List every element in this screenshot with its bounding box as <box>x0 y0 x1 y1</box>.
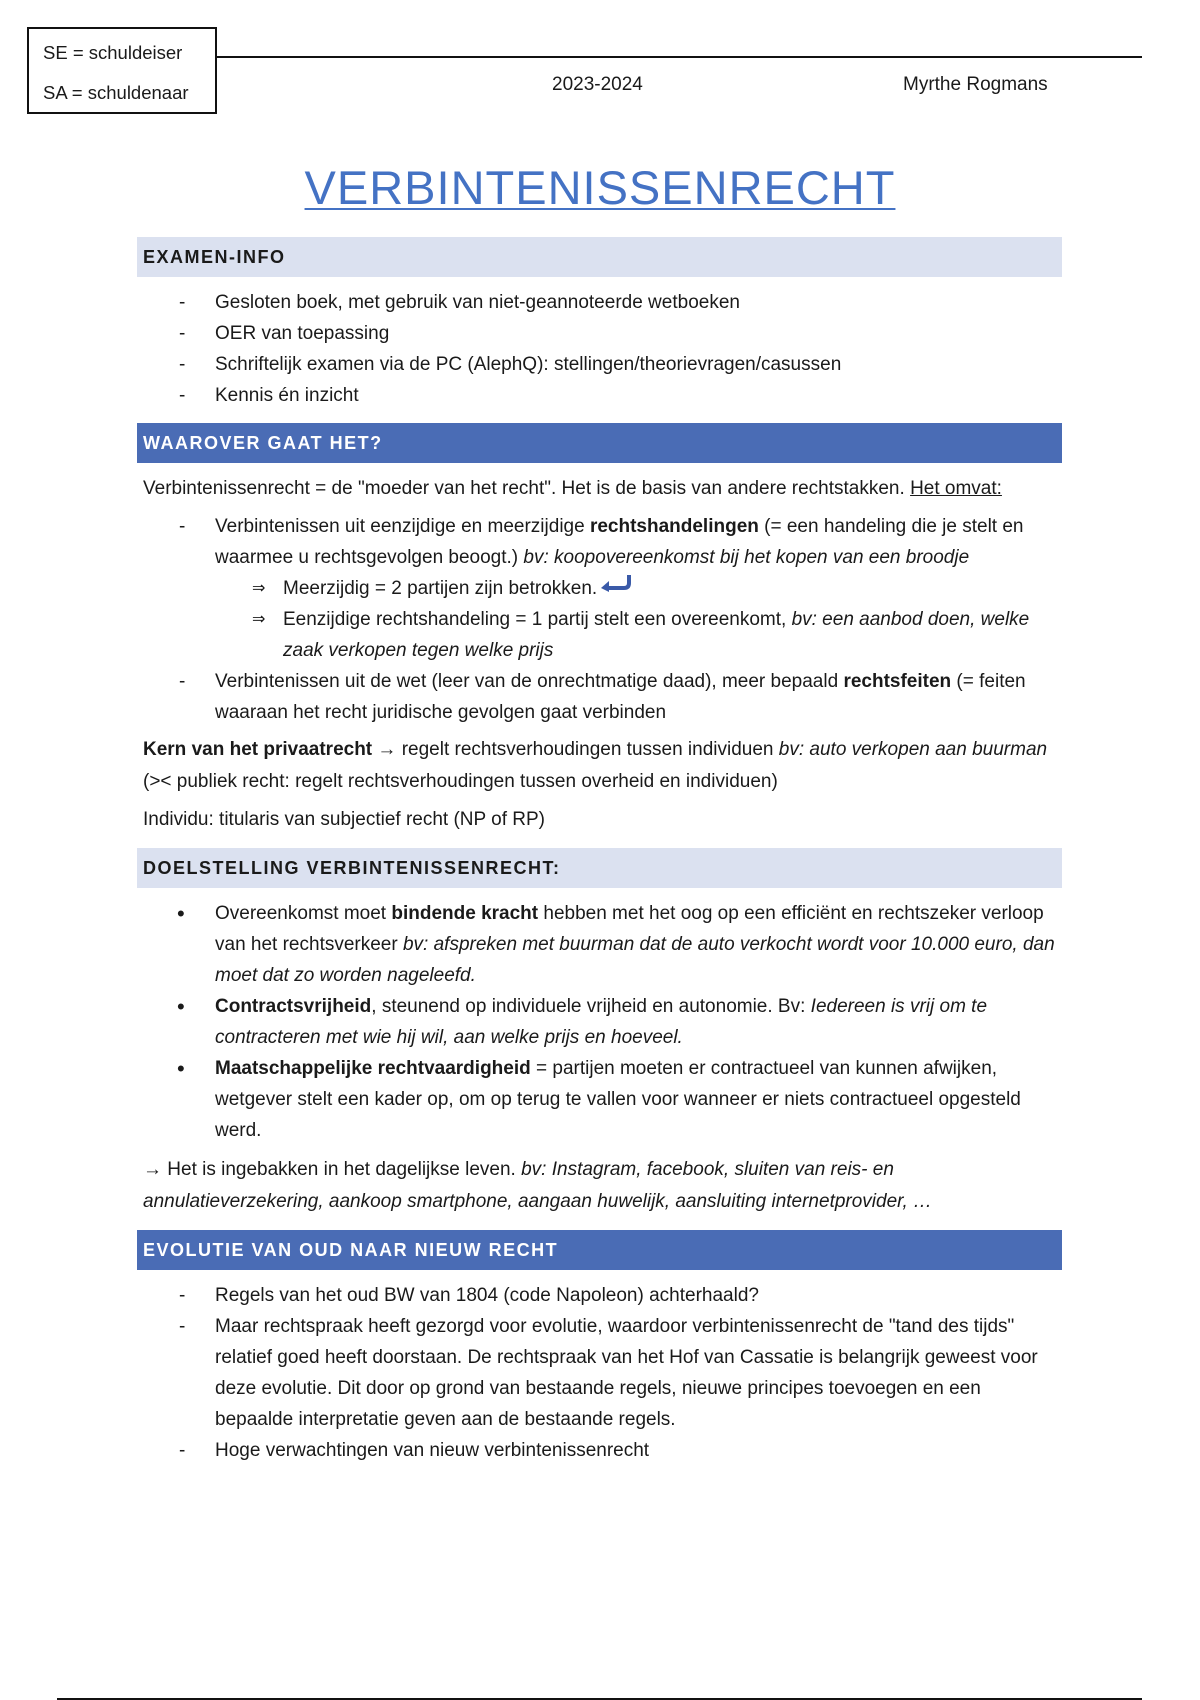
list-item: - Kennis én inzicht <box>137 380 1062 411</box>
bold-term: Contractsvrijheid <box>215 996 372 1017</box>
list-item <box>137 991 1062 1053</box>
header-author: Myrthe Rogmans <box>903 74 1048 95</box>
page-title-text: VERBINTENISSENRECHT <box>304 161 896 214</box>
page-title <box>0 160 1200 216</box>
bold-term: rechtsfeiten <box>843 671 952 692</box>
document-body <box>137 237 1062 1478</box>
text: = partijen moeten er contractueel van kunnen afwijken, wetgever stelt een kader op, om op terug te vallen voor wanneer er niets contractueel opgesteld werd. <box>215 1058 1021 1141</box>
bold-term: Maatschappelijke rechtvaardigheid <box>215 1058 531 1079</box>
intro-text: Verbintenissenrecht = de "moeder van het recht". Het is de basis van andere rechtstakken. <box>143 478 911 499</box>
text: → regelt rechtsverhoudingen tussen individuen <box>372 739 779 760</box>
return-arrow-icon <box>599 574 633 592</box>
text: Overeenkomst moet <box>215 903 392 924</box>
bold-term: Kern van het privaatrecht <box>143 739 373 760</box>
section-evolutie <box>137 1270 1062 1478</box>
text: , steunend op individuele vrijheid en autonomie. Bv: <box>371 996 811 1017</box>
bold-term: rechtshandelingen <box>589 516 759 537</box>
section-heading-examen-info: EXAMEN-INFO <box>137 237 1062 277</box>
abbreviation-legend-box <box>27 27 217 114</box>
text: (>< publiek recht: regelt rechtsverhoudingen tussen overheid en individuen) <box>143 771 778 792</box>
text: Verbintenissen uit de wet (leer van de onrechtmatige daad), meer bepaald <box>215 671 844 692</box>
header-year: 2023-2024 <box>552 74 643 95</box>
dagelijks-leven-paragraph <box>137 1154 1062 1218</box>
list-item: - OER van toepassing <box>137 318 1062 349</box>
intro-underlined: Het omvat: <box>910 478 1002 499</box>
example-text: bv: Instagram, facebook, sluiten van reis- en annulatieverzekering, aankoop smartphone, aangaan huwelijk, aansluiting internetprovider, … <box>143 1159 933 1212</box>
section-heading-waarover: WAAROVER GAAT HET? <box>137 423 1062 463</box>
example-text: bv: een aanbod doen, welke zaak verkopen tegen welke prijs <box>283 609 1030 661</box>
list-item: - Maar rechtspraak heeft gezorgd voor evolutie, waardoor verbintenissenrecht de "tand des tijds" relatief goed heeft doorstaan. De rechtspraak van het Hof van Cassatie is belangrijk geweest voor deze evolutie. Dit door op grond van bestaande regels, nieuwe principes toevoegen en een bepaalde interpretatie geven aan de bestaande regels. <box>137 1311 1062 1435</box>
list-item <box>137 666 1062 728</box>
list-item: - Schriftelijk examen via de PC (AlephQ): stellingen/theorievragen/casussen <box>137 349 1062 380</box>
text: (= feiten waaraan het recht juridische gevolgen gaat verbinden <box>215 671 1026 723</box>
example-text: bv: afspreken met buurman dat de auto verkocht wordt voor 10.000 euro, dan moet dat zo worden nageleefd. <box>215 934 1055 986</box>
section-waarover <box>137 463 1062 848</box>
list-item <box>137 1053 1062 1146</box>
list-item: - Hoge verwachtingen van nieuw verbintenissenrecht <box>137 1435 1062 1466</box>
example-text: bv: koopovereenkomst bij het kopen van een broodje <box>523 547 970 568</box>
example-text: bv: auto verkopen aan buurman <box>778 739 1048 760</box>
text: hebben met het oog op een efficiënt en rechtszeker verloop van het rechtsverkeer <box>215 903 1044 955</box>
individu-paragraph: Individu: titularis van subjectief recht (NP of RP) <box>143 809 545 830</box>
section-examen-info <box>137 277 1062 423</box>
text: (= een handeling die je stelt en waarmee u rechtsgevolgen beoogt.) <box>215 516 1024 568</box>
text: → Het is ingebakken in het dagelijkse leven. <box>143 1159 522 1180</box>
list-item: - Gesloten boek, met gebruik van niet-geannoteerde wetboeken <box>137 287 1062 318</box>
sub-list-item <box>137 604 1062 666</box>
list-item <box>137 511 1062 666</box>
bold-term: bindende kracht <box>391 903 539 924</box>
legend-line-se: SE = schuldeiser <box>43 42 183 63</box>
text: Meerzijdig = 2 partijen zijn betrokken. <box>283 578 598 599</box>
list-item <box>137 898 1062 991</box>
text: Eenzijdige rechtshandeling = 1 partij stelt een overeenkomt, <box>283 609 792 630</box>
example-text: Iedereen is vrij om te contracteren met wie hij wil, aan welke prijs en hoeveel. <box>215 996 988 1048</box>
list-item: - Regels van het oud BW van 1804 (code Napoleon) achterhaald? <box>137 1280 1062 1311</box>
legend-line-sa: SA = schuldenaar <box>43 82 189 103</box>
section-heading-doelstelling: DOELSTELLING VERBINTENISSENRECHT: <box>137 848 1062 888</box>
kern-paragraph <box>137 734 1062 798</box>
section-doelstelling <box>137 888 1062 1230</box>
header-rule <box>217 56 1142 58</box>
intro-paragraph <box>137 473 1062 505</box>
section-heading-evolutie: EVOLUTIE VAN OUD NAAR NIEUW RECHT <box>137 1230 1062 1270</box>
text: Verbintenissen uit eenzijdige en meerzijdige <box>215 516 590 537</box>
sub-list-item <box>137 573 1062 604</box>
